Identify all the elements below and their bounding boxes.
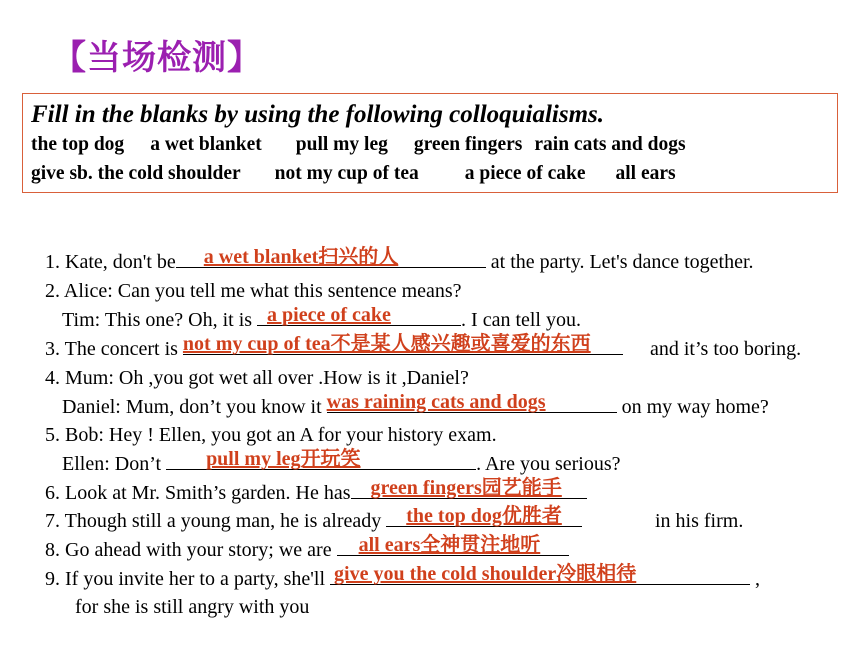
question-3 [45,333,623,361]
phrase: the top dog [31,134,125,155]
question-text: . I can tell you. [461,309,581,331]
answer-blank [351,477,587,505]
phrase: green fingers [413,134,523,155]
question-5-line-1: 5. Bob: Hey ! Ellen, you got an A for your history exam. [45,424,497,446]
question-4-line-2 [62,391,769,419]
question-text: Tim: This one? Oh, it is [62,309,258,331]
question-9-line-2: for she is still angry with you [75,596,310,618]
question-text: 1. Kate, don't be [45,251,176,273]
answer-text: the top dog优胜者 [406,505,562,527]
question-text: on my way home? [616,396,769,418]
question-1 [45,246,754,274]
question-text: 3. The concert is [45,338,183,360]
answer-text: a piece of cake [267,304,391,326]
answer-text: a wet blanket扫兴的人 [203,246,399,268]
answer-blank [330,563,750,591]
answer-blank [326,391,617,419]
question-text: . Are you serious? [476,453,621,475]
phrase: rain cats and dogs [534,134,686,155]
phrase: pull my leg [295,134,388,155]
question-8 [45,534,569,562]
answer-blank [176,246,486,274]
section-title: 【当场检测】 [52,38,262,78]
answer-text: pull my leg开玩笑 [206,448,361,470]
phrase: give sb. the cold shoulder [31,163,241,184]
answer-text: all ears全神贯注地听 [358,534,541,556]
answer-text: give you the cold shoulder冷眼相待 [334,563,637,585]
question-2-line-2 [62,304,581,332]
question-text: 6. Look at Mr. Smith’s garden. He has [45,482,351,504]
question-3-tail: and it’s too boring. [650,338,802,360]
question-text: 9. If you invite her to a party, she'll [45,568,331,590]
question-6 [45,477,587,505]
question-7 [45,505,582,533]
answer-blank [386,505,582,533]
question-text: 7. Though still a young man, he is already [45,510,387,532]
question-text: 8. Go ahead with your story; we are [45,539,337,561]
phrase: a wet blanket [150,134,262,155]
question-text: , [750,568,761,590]
answer-blank [182,333,623,361]
answer-text: green fingers园艺能手 [370,477,562,499]
question-9 [45,563,761,591]
answer-blank [257,304,461,332]
box-heading: Fill in the blanks by using the following colloquialisms. [31,101,605,128]
answer-blank [337,534,569,562]
question-5-line-2 [62,448,621,476]
phrase-row-2 [31,159,837,188]
phrase: a piece of cake [464,163,586,184]
phrase-row-1 [31,130,837,159]
question-7-tail: in his firm. [655,510,744,532]
phrase: not my cup of tea [274,163,419,184]
question-2-line-1: 2. Alice: Can you tell me what this sentence means? [45,280,462,302]
question-text: Daniel: Mum, don’t you know it [62,396,327,418]
colloquialism-box [22,93,838,193]
question-4-line-1: 4. Mum: Oh ,you got wet all over .How is it ,Daniel? [45,367,469,389]
answer-text: was raining cats and dogs [326,391,546,413]
question-text: Ellen: Don’t [62,453,167,475]
answer-text: not my cup of tea不是某人感兴趣或喜爱的东西 [182,333,591,355]
question-text: at the party. Let's dance together. [485,251,754,273]
phrase: all ears [615,163,676,184]
answer-blank [166,448,476,476]
